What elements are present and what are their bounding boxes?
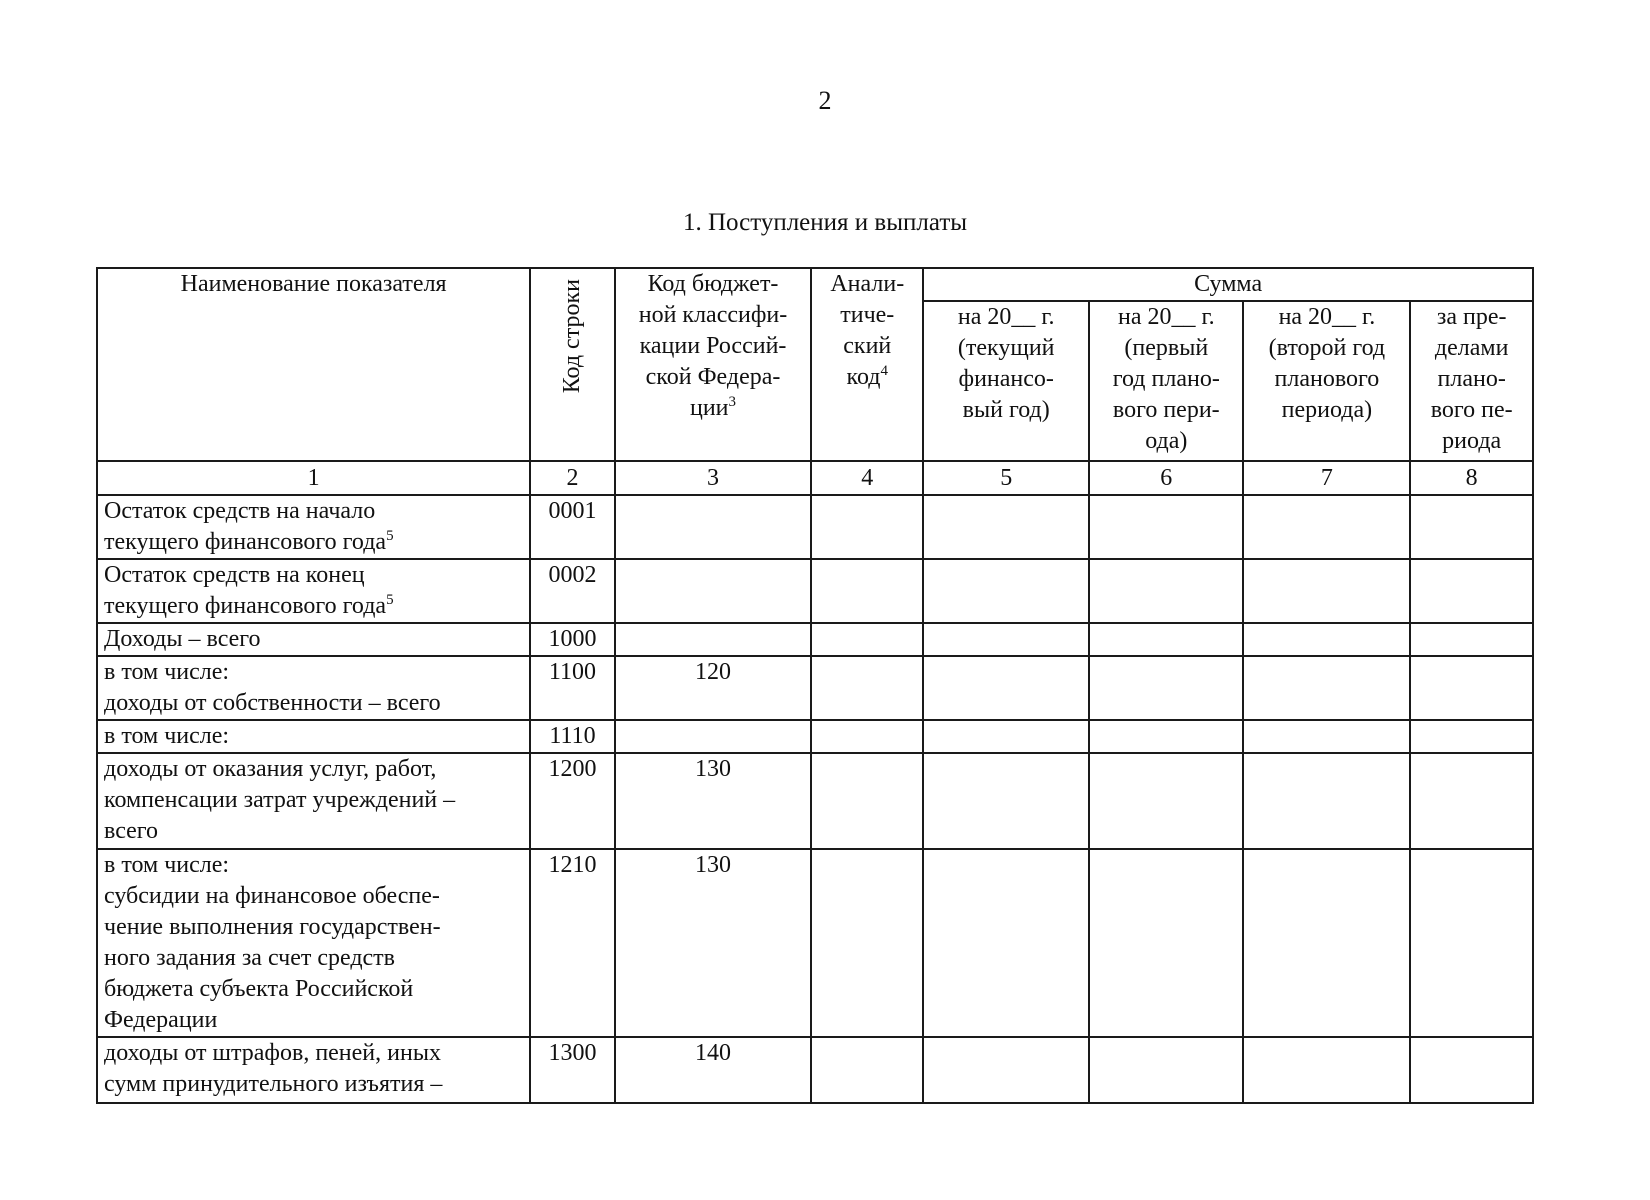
sum-second-plan-year-cell [1243, 495, 1410, 559]
receipts-payments-table [96, 267, 1534, 1104]
header-sum-line: вого пе- [1430, 397, 1513, 423]
header-sum-line: на 20__ г. [1117, 304, 1215, 330]
sum-second-plan-year-cell [1243, 656, 1410, 720]
sum-current-year-cell [923, 559, 1089, 623]
sum-first-plan-year-cell [1089, 720, 1243, 753]
sum-current-year-cell [923, 753, 1089, 849]
header-sum-line: за пре- [1436, 304, 1507, 330]
analytic-code-cell [811, 1037, 923, 1103]
header-budget-code-line: ной классифи- [638, 302, 788, 328]
sum-first-plan-year-cell [1089, 849, 1243, 1037]
header-analytic-line: тиче- [840, 302, 895, 328]
analytic-code-cell [811, 495, 923, 559]
sum-second-plan-year-cell [1243, 849, 1410, 1037]
header-analytic-line: код [846, 364, 881, 390]
analytic-code-cell [811, 720, 923, 753]
header-sum-line: риода [1442, 428, 1502, 454]
analytic-code-cell [811, 623, 923, 656]
row-code: 1100 [530, 656, 615, 720]
table-row [97, 656, 1533, 720]
row-code: 0002 [530, 559, 615, 623]
sum-beyond-plan-cell [1410, 656, 1533, 720]
header-analytic-code [811, 268, 923, 461]
row-code: 1110 [530, 720, 615, 753]
page-number: 2 [818, 86, 832, 115]
indicator-name-line: в том числе: [104, 852, 230, 878]
indicator-name [97, 623, 530, 656]
header-sum-line: (текущий [957, 335, 1055, 361]
header-budget-code [615, 268, 812, 461]
indicator-name-line: доходы от собственности – всего [104, 690, 441, 716]
analytic-code-cell [811, 753, 923, 849]
row-code: 1000 [530, 623, 615, 656]
indicator-name-line: в том числе: [104, 659, 230, 685]
sum-beyond-plan-cell [1410, 495, 1533, 559]
header-budget-code-line: кации Россий- [639, 333, 787, 359]
indicator-name-line: сумм принудительного изъятия – [104, 1071, 443, 1097]
table-body [97, 268, 1533, 1103]
indicator-name-line: доходы от штрафов, пеней, иных [104, 1040, 441, 1066]
sum-current-year-cell [923, 720, 1089, 753]
sum-first-plan-year-cell [1089, 495, 1243, 559]
footnote-mark: 5 [386, 528, 394, 544]
sum-second-plan-year-cell [1243, 1037, 1410, 1103]
sum-current-year-cell [923, 495, 1089, 559]
footnote-mark: 4 [880, 363, 888, 379]
indicator-name [97, 720, 530, 753]
table-row [97, 559, 1533, 623]
table-row [97, 720, 1533, 753]
table-row [97, 753, 1533, 849]
indicator-name [97, 559, 530, 623]
sum-first-plan-year-cell [1089, 656, 1243, 720]
sum-second-plan-year-cell [1243, 623, 1410, 656]
header-sum-line: ода) [1145, 428, 1188, 454]
sum-beyond-plan-cell [1410, 720, 1533, 753]
row-code: 1210 [530, 849, 615, 1037]
budget-classification-code [615, 720, 812, 753]
header-sum-line: на 20__ г. [957, 304, 1055, 330]
header-budget-code-line: Код бюджет- [647, 271, 779, 297]
indicator-name-line: Остаток средств на начало [104, 498, 376, 524]
indicator-name [97, 753, 530, 849]
sum-current-year-cell [923, 623, 1089, 656]
footnote-mark: 5 [386, 592, 394, 608]
header-indicator-name: Наименование показателя [97, 268, 530, 461]
row-code: 0001 [530, 495, 615, 559]
header-budget-code-line: ской Федера- [645, 364, 781, 390]
header-row-code-label: Код строки [558, 279, 585, 394]
indicator-name-line: компенсации затрат учреждений – [104, 787, 456, 813]
row-code: 1200 [530, 753, 615, 849]
indicator-name [97, 1037, 530, 1103]
indicator-name [97, 495, 530, 559]
sum-first-plan-year-cell [1089, 1037, 1243, 1103]
indicator-name-line: в том числе: [104, 723, 230, 749]
header-sum-line: (второй год [1268, 335, 1386, 361]
column-number-row [97, 461, 1533, 495]
column-number: 8 [1410, 461, 1533, 495]
header-sum-group: Сумма [923, 268, 1533, 301]
budget-classification-code [615, 559, 812, 623]
header-row-code [530, 268, 615, 461]
sum-beyond-plan-cell [1410, 849, 1533, 1037]
header-sum-line: на 20__ г. [1278, 304, 1376, 330]
header-sum-line: планового [1274, 366, 1380, 392]
sum-beyond-plan-cell [1410, 623, 1533, 656]
sum-first-plan-year-cell [1089, 753, 1243, 849]
header-sum-line: год плано- [1112, 366, 1220, 392]
indicator-name [97, 656, 530, 720]
sum-second-plan-year-cell [1243, 720, 1410, 753]
sum-current-year-cell [923, 1037, 1089, 1103]
column-number: 6 [1089, 461, 1243, 495]
indicator-name-line: текущего финансового года [104, 529, 387, 555]
indicator-name-line: субсидии на финансовое обеспе- [104, 883, 440, 909]
indicator-name-line: доходы от оказания услуг, работ, [104, 756, 437, 782]
table-row [97, 849, 1533, 1037]
budget-classification-code: 120 [615, 656, 812, 720]
table-row [97, 1037, 1533, 1103]
header-sum-current-year [923, 301, 1089, 461]
sum-first-plan-year-cell [1089, 623, 1243, 656]
indicator-name-line: текущего финансового года [104, 593, 387, 619]
indicator-name-line: Доходы – всего [104, 626, 261, 652]
analytic-code-cell [811, 656, 923, 720]
header-budget-code-line: ции [689, 395, 729, 421]
indicator-name-line: Остаток средств на конец [104, 562, 365, 588]
column-number: 1 [97, 461, 530, 495]
indicator-name-line: чение выполнения государствен- [104, 914, 441, 940]
header-sum-line: вого пери- [1112, 397, 1220, 423]
header-sum-line: вый год) [962, 397, 1050, 423]
sum-current-year-cell [923, 849, 1089, 1037]
budget-classification-code: 140 [615, 1037, 812, 1103]
sum-beyond-plan-cell [1410, 559, 1533, 623]
indicator-name-line: ного задания за счет средств [104, 945, 395, 971]
header-sum-line: (первый [1124, 335, 1209, 361]
budget-classification-code: 130 [615, 849, 812, 1037]
section-title: 1. Поступления и выплаты [682, 209, 968, 236]
column-number: 5 [923, 461, 1089, 495]
analytic-code-cell [811, 559, 923, 623]
analytic-code-cell [811, 849, 923, 1037]
indicator-name-line: Федерации [104, 1007, 218, 1033]
sum-current-year-cell [923, 656, 1089, 720]
table-row [97, 495, 1533, 559]
column-number: 2 [530, 461, 615, 495]
column-number: 4 [811, 461, 923, 495]
column-number: 7 [1243, 461, 1410, 495]
header-sum-beyond-plan [1410, 301, 1533, 461]
header-sum-second-plan-year [1243, 301, 1410, 461]
header-analytic-line: ский [843, 333, 892, 359]
header-analytic-line: Анали- [830, 271, 905, 297]
budget-classification-code [615, 495, 812, 559]
indicator-name-line: всего [104, 818, 159, 844]
sum-second-plan-year-cell [1243, 559, 1410, 623]
sum-first-plan-year-cell [1089, 559, 1243, 623]
indicator-name-line: бюджета субъекта Российской [104, 976, 414, 1002]
header-sum-line: плано- [1437, 366, 1506, 392]
header-sum-line: периода) [1281, 397, 1373, 423]
column-number: 3 [615, 461, 812, 495]
sum-beyond-plan-cell [1410, 753, 1533, 849]
row-code: 1300 [530, 1037, 615, 1103]
sum-beyond-plan-cell [1410, 1037, 1533, 1103]
table-row [97, 623, 1533, 656]
header-sum-line: финансо- [958, 366, 1054, 392]
indicator-name [97, 849, 530, 1037]
header-sum-line: делами [1434, 335, 1509, 361]
sum-second-plan-year-cell [1243, 753, 1410, 849]
budget-classification-code [615, 623, 812, 656]
header-sum-first-plan-year [1089, 301, 1243, 461]
budget-classification-code: 130 [615, 753, 812, 849]
footnote-mark: 3 [728, 394, 737, 410]
